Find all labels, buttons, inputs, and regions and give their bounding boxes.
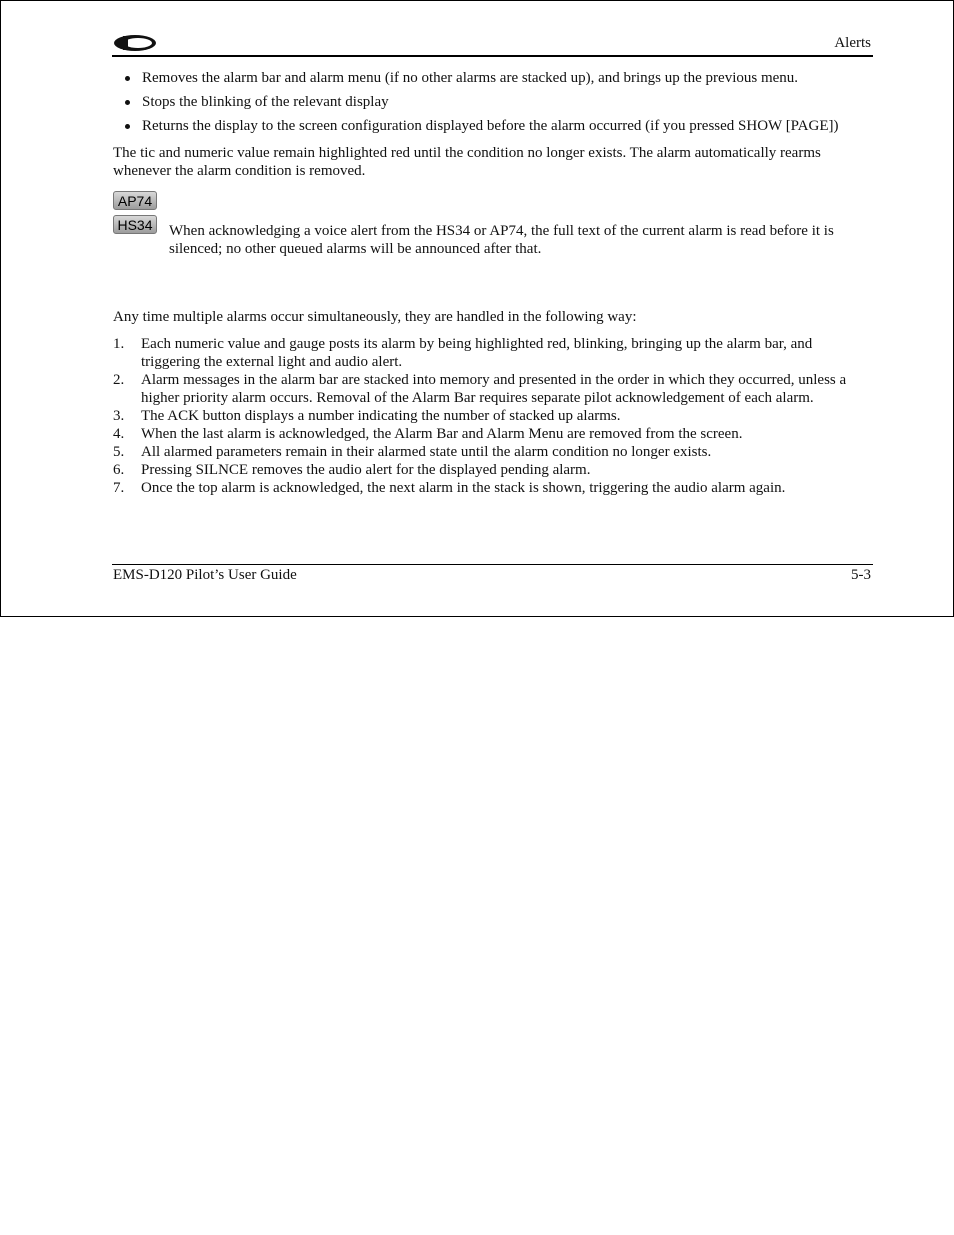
bullet-icon (125, 124, 130, 129)
list-item: Removes the alarm bar and alarm menu (if no other alarms are stacked up), and brings up the previous menu. (122, 68, 882, 92)
list-item: 4. When the last alarm is acknowledged, the Alarm Bar and Alarm Menu are removed from the screen. (113, 426, 743, 442)
list-item: 3. The ACK button displays a number indicating the number of stacked up alarms. (113, 408, 621, 424)
numbered-list (113, 335, 873, 497)
list-item: Stops the blinking of the relevant display (122, 92, 882, 116)
device-badges (113, 191, 159, 239)
guide-title: EMS-D120 Pilot’s User Guide (113, 567, 297, 583)
bullet-icon (125, 76, 130, 81)
ap74-badge: AP74 (113, 191, 157, 210)
list-item: 1. Each numeric value and gauge posts its alarm by being highlighted red, blinking, bringing up the alarm bar, and triggering the external light and audio alert. (113, 336, 813, 370)
voice-alert-note: When acknowledging a voice alert from the HS34 or AP74, the full text of the current alarm is read before it is silenced; no other queued alarms will be announced after that. (169, 223, 834, 257)
company-logo-icon (112, 33, 158, 53)
list-item: 7. Once the top alarm is acknowledged, the next alarm in the stack is shown, triggering the audio alarm again. (113, 480, 786, 496)
hs34-badge: HS34 (113, 215, 157, 234)
section-title: Alerts (834, 35, 871, 51)
list-item: 2. Alarm messages in the alarm bar are stacked into memory and presented in the order in which they occurred, unless a higher priority alarm occurs. Removal of the Alarm Bar requires separate pilot acknowledgement of each alarm. (113, 372, 847, 406)
list-item: 5. All alarmed parameters remain in their alarmed state until the alarm condition no longer exists. (113, 444, 712, 460)
bullet-icon (125, 100, 130, 105)
list-item: 6. Pressing SILNCE removes the audio alert for the displayed pending alarm. (113, 462, 591, 478)
rearm-paragraph: The tic and numeric value remain highlighted red until the condition no longer exists. The alarm automatically rearms whenever the alarm condition is removed. (113, 145, 821, 179)
list-item: Returns the display to the screen configuration displayed before the alarm occurred (if you pressed SHOW [PAGE]) (122, 116, 882, 140)
multiple-alarms-intro: Any time multiple alarms occur simultaneously, they are handled in the following way: (113, 309, 637, 325)
page-header (112, 31, 873, 57)
document-page (0, 0, 954, 617)
bullet-list (122, 68, 882, 140)
page-number: 5-3 (851, 567, 871, 583)
page-footer (112, 564, 873, 583)
